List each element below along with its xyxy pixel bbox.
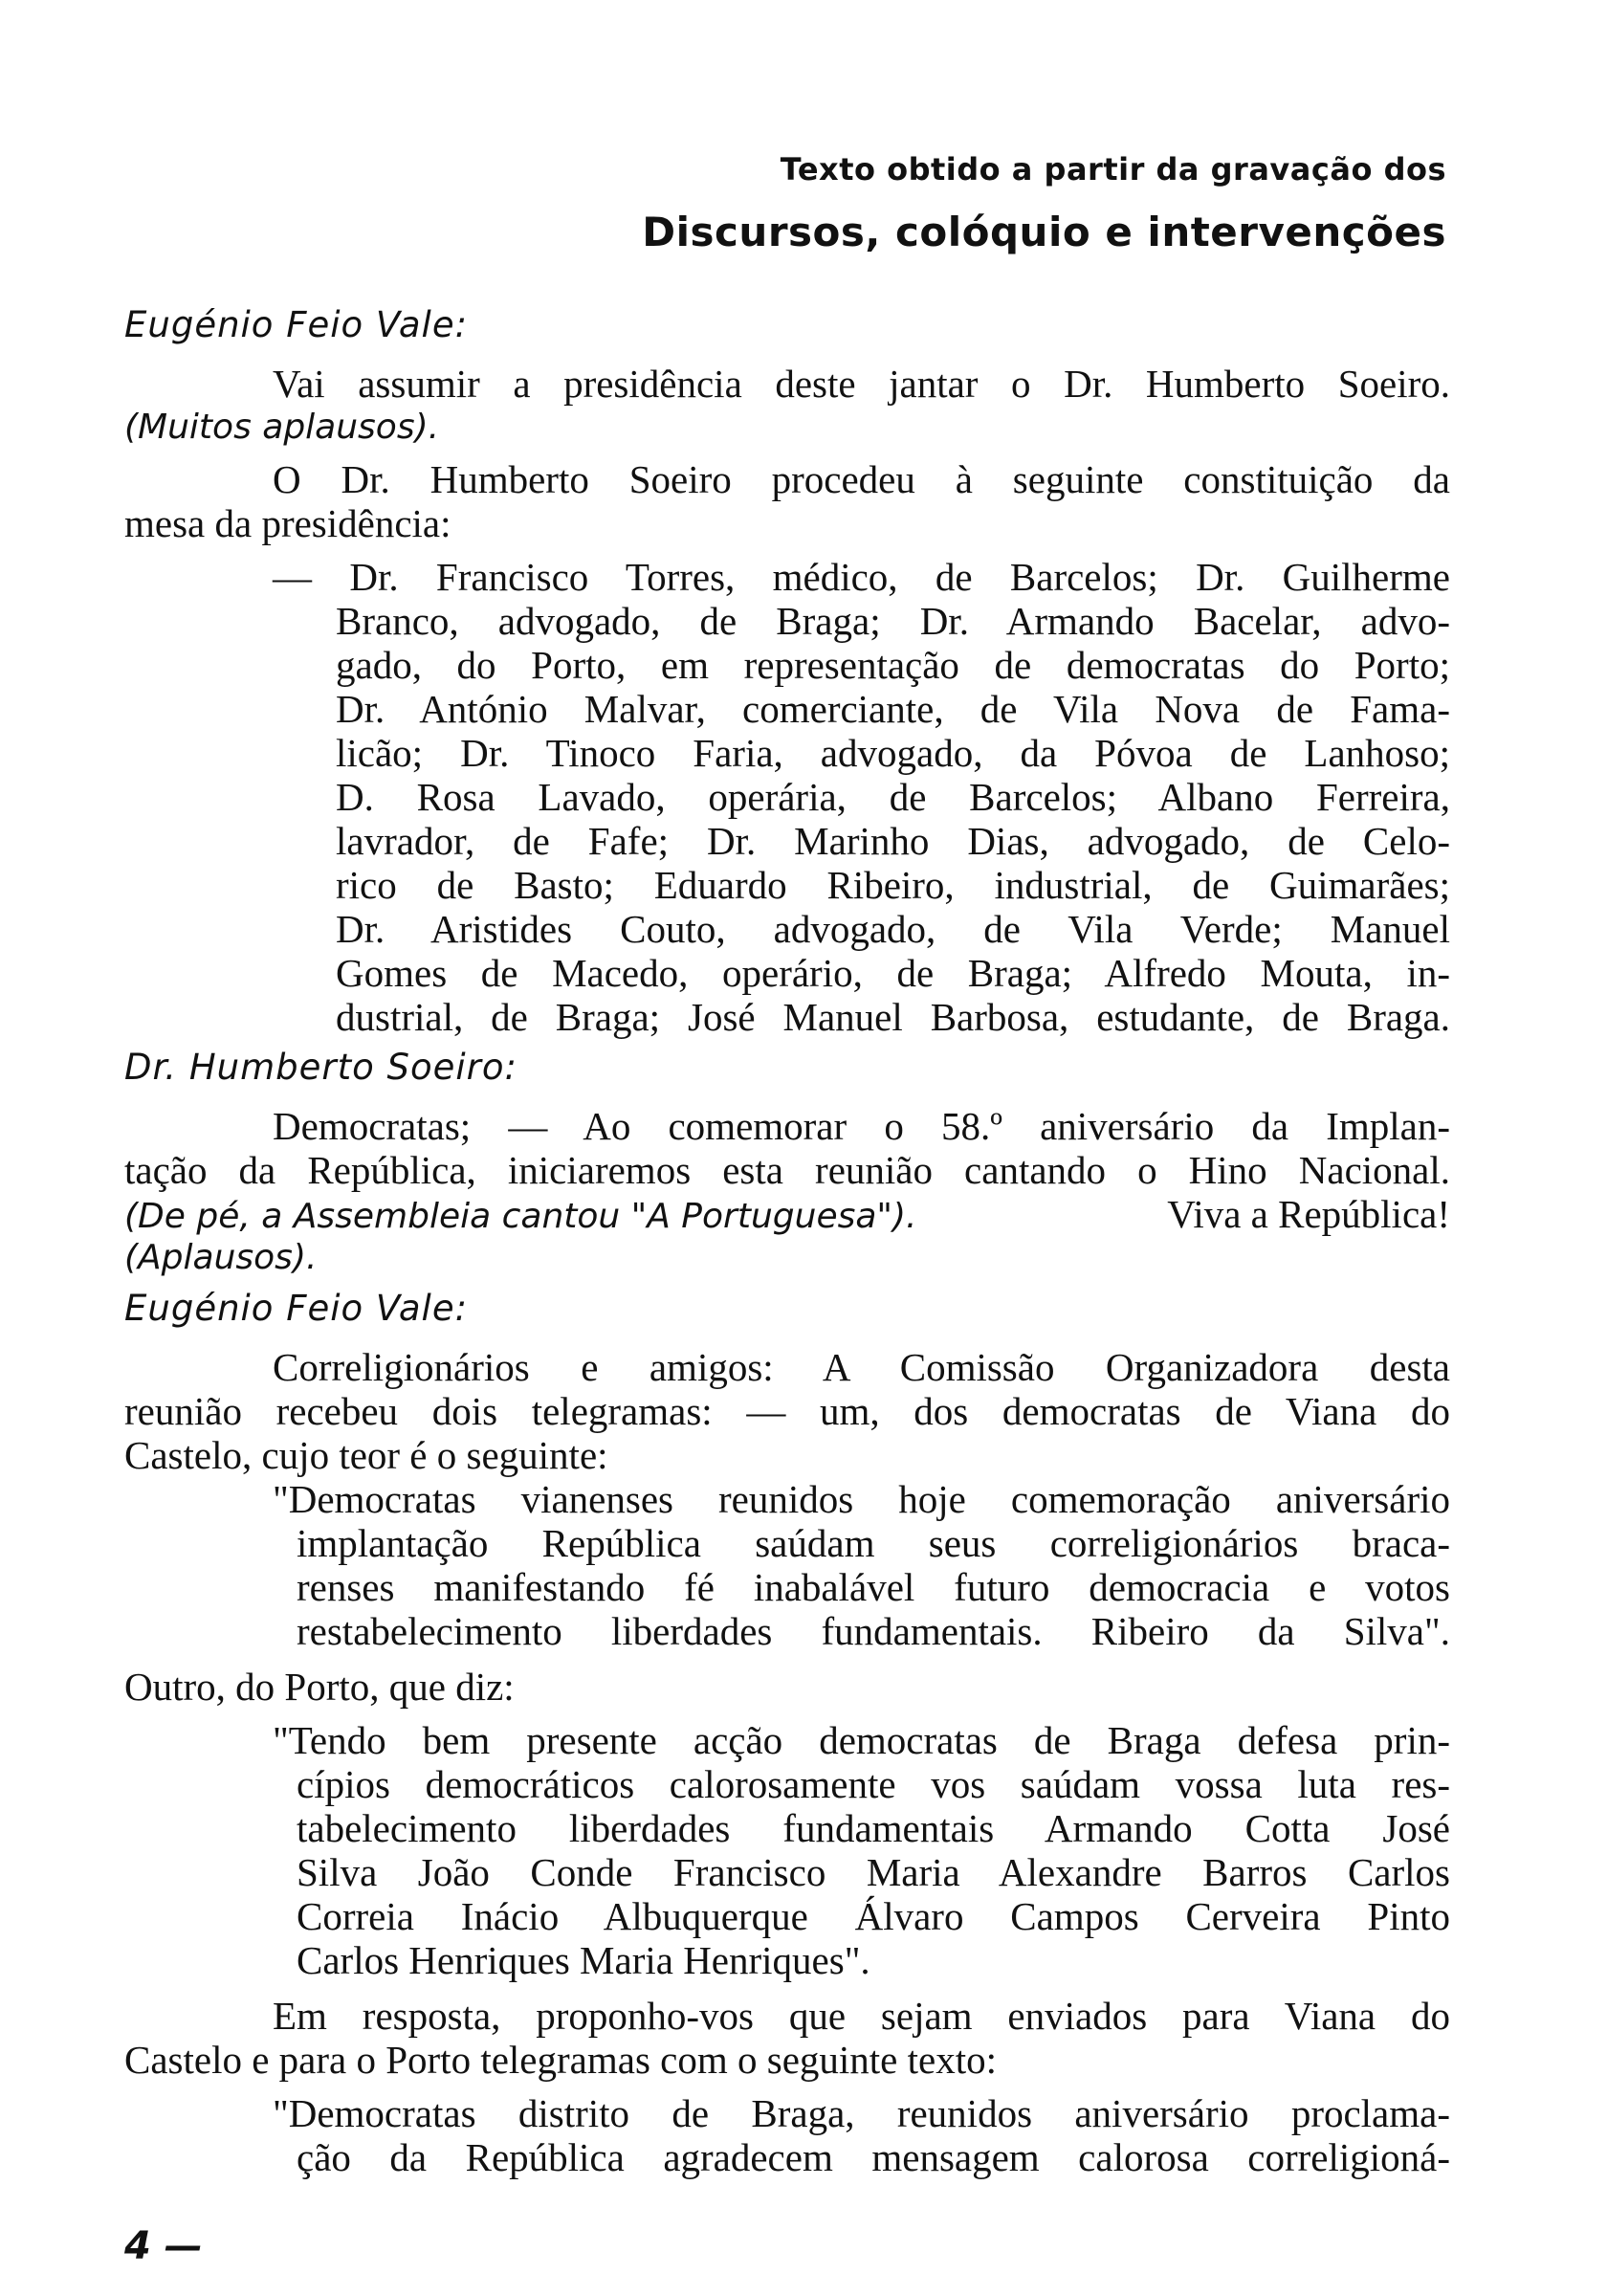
speaker-name: Dr. Humberto Soeiro: [124, 1047, 517, 1088]
quote-line: Silva João Conde Francisco Maria Alexandre Barros Carlos [297, 1850, 1450, 1894]
list-line: gado, do Porto, em representação de democratas do Porto; [336, 643, 1450, 687]
quote-line: implantação República saúdam seus correligionários braca- [297, 1521, 1450, 1565]
list-line: dustrial, de Braga; José Manuel Barbosa, estudante, de Braga. [336, 995, 1450, 1039]
text-span: Viva a República! [1167, 1192, 1450, 1236]
text-line: O Dr. Humberto Soeiro procedeu à seguinte constituição da [273, 457, 1450, 501]
list-line: Dr. António Malvar, comerciante, de Vila Nova de Fama- [336, 687, 1450, 731]
text-line: Em resposta, proponho-vos que sejam enviados para Viana do [273, 1994, 1450, 2038]
text-line: Castelo e para o Porto telegramas com o seguinte texto: [124, 2038, 997, 2082]
text-line-italic: (Aplausos). [124, 1238, 318, 1277]
text-line: tação da República, iniciaremos esta reunião cantando o Hino Nacional. [124, 1148, 1450, 1192]
quote-line: restabelecimento liberdades fundamentais. Ribeiro da Silva". [297, 1609, 1450, 1653]
text-line: reunião recebeu dois telegramas: — um, dos democratas de Viana do [124, 1389, 1450, 1433]
quote-line: Carlos Henriques Maria Henriques". [297, 1938, 870, 1982]
quote-line: "Democratas distrito de Braga, reunidos aniversário proclama- [273, 2091, 1450, 2135]
text-line: mesa da presidência: [124, 501, 451, 545]
header-title: Discursos, colóquio e intervenções [642, 209, 1446, 255]
page-number: 4 — [124, 2224, 203, 2268]
text-line: Castelo, cujo teor é o seguinte: [124, 1433, 608, 1477]
quote-line: renses manifestando fé inabalável futuro democracia e votos [297, 1565, 1450, 1609]
header-subtitle: Texto obtido a partir da gravação dos [780, 151, 1446, 188]
quote-line: Correia Inácio Albuquerque Álvaro Campos Cerveira Pinto [297, 1894, 1450, 1938]
list-line: licão; Dr. Tinoco Faria, advogado, da Póvoa de Lanhoso; [336, 731, 1450, 775]
stage-direction: (De pé, a Assembleia cantou "A Portuguesa"). [124, 1197, 917, 1236]
list-line: lavrador, de Fafe; Dr. Marinho Dias, advogado, de Celo- [336, 819, 1450, 863]
quote-line: ção da República agradecem mensagem calorosa correligioná- [297, 2135, 1450, 2179]
text-line-mixed [124, 1192, 1450, 1239]
list-line: rico de Basto; Eduardo Ribeiro, industrial, de Guimarães; [336, 863, 1450, 907]
text-line: Vai assumir a presidência deste jantar o Dr. Humberto Soeiro. [273, 362, 1450, 406]
speaker-name: Eugénio Feio Vale: [124, 304, 469, 345]
text-line: Democratas; — Ao comemorar o 58.º aniversário da Implan- [273, 1104, 1450, 1148]
text-line: Outro, do Porto, que diz: [124, 1665, 515, 1709]
list-line: Branco, advogado, de Braga; Dr. Armando Bacelar, advo- [336, 599, 1450, 643]
quote-line: "Democratas vianenses reunidos hoje comemoração aniversário [273, 1477, 1450, 1521]
list-line: Dr. Aristides Couto, advogado, de Vila Verde; Manuel [336, 907, 1450, 951]
list-line: D. Rosa Lavado, operária, de Barcelos; Albano Ferreira, [336, 775, 1450, 819]
quote-line: tabelecimento liberdades fundamentais Armando Cotta José [297, 1806, 1450, 1850]
quote-line: cípios democráticos calorosamente vos saúdam vossa luta res- [297, 1762, 1450, 1806]
quote-line: "Tendo bem presente acção democratas de Braga defesa prin- [273, 1718, 1450, 1762]
text-line: Correligionários e amigos: A Comissão Organizadora desta [273, 1345, 1450, 1389]
speaker-name: Eugénio Feio Vale: [124, 1288, 469, 1329]
list-line: Gomes de Macedo, operário, de Braga; Alfredo Mouta, in- [336, 951, 1450, 995]
list-line: — Dr. Francisco Torres, médico, de Barcelos; Dr. Guilherme [273, 555, 1450, 599]
text-line-italic: (Muitos aplausos). [124, 408, 440, 447]
